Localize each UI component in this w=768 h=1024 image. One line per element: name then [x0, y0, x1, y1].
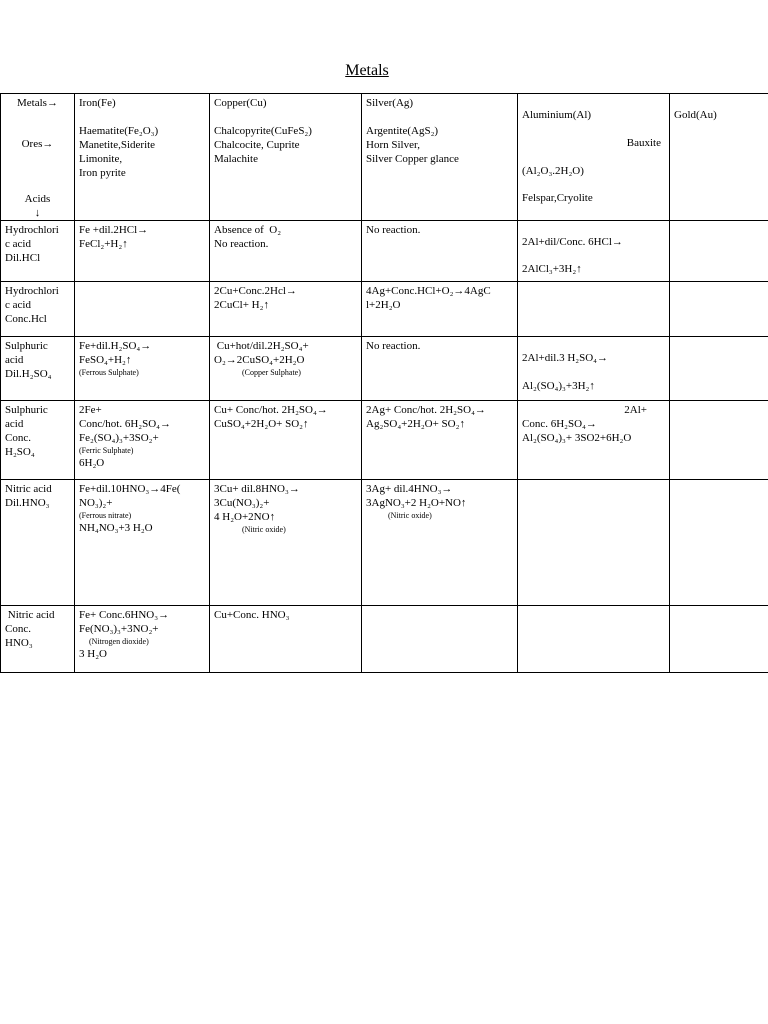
acid-label-cell — [1, 337, 75, 401]
reaction-line: NH₄NO₃+3 H₂O — [79, 522, 153, 534]
reaction-cell-copper — [210, 401, 362, 480]
acid-label: Dil.H₂SO₄ — [5, 368, 52, 380]
ore-name: Manetite,Siderite — [79, 139, 156, 151]
reaction-line: No reaction. — [366, 224, 421, 236]
reaction-cell-iron — [75, 480, 210, 606]
ore-name: Argentite(AgS₂) — [366, 125, 439, 137]
reaction-line: 3 H₂O — [79, 648, 107, 660]
product-note: (Ferrous nitrate) — [79, 511, 132, 520]
ore-name: Bauxite — [626, 137, 661, 149]
reaction-cell-copper — [210, 606, 362, 673]
acid-label: c acid — [5, 299, 31, 311]
ores-axis-label: Ores→ — [21, 138, 54, 150]
header-iron — [75, 94, 210, 221]
acid-label: Nitric acid — [5, 483, 52, 495]
reaction-cell-iron — [75, 282, 210, 337]
reaction-line: Absence of O₂ — [214, 224, 282, 236]
reaction-line: NO₃)₂+ — [79, 497, 113, 509]
header-silver — [362, 94, 518, 221]
reaction-line: 2CuCl+ H₂↑ — [214, 299, 269, 311]
reaction-line: Fe(NO₃)₃+3NO₂+ — [79, 623, 159, 635]
ore-name: Silver Copper glance — [366, 153, 459, 165]
acid-label: Dil.HCl — [5, 252, 41, 264]
table-row — [1, 606, 768, 673]
reaction-line: 6H₂O — [79, 457, 105, 469]
reaction-line: 3AgNO₃+2 H₂O+NO↑ — [366, 497, 467, 509]
reaction-line: Fe+ Conc.6HNO₃→ — [79, 609, 170, 621]
reaction-cell-gold — [670, 401, 768, 480]
reaction-cell-silver — [362, 221, 518, 282]
ore-name: Felspar,Cryolite — [522, 192, 593, 204]
acid-label-cell — [1, 606, 75, 673]
reaction-line: Cu+ Conc/hot. 2H₂SO₄→ — [214, 404, 328, 416]
ore-name: Chalcopyrite(CuFeS₂) — [214, 125, 312, 137]
metal-name: Silver(Ag) — [366, 97, 414, 109]
table-row — [1, 282, 768, 337]
reaction-cell-silver — [362, 337, 518, 401]
ore-name: Limonite, — [79, 153, 123, 165]
reaction-line: 2Al+dil.3 H₂SO₄→ — [522, 352, 608, 364]
acid-label-cell — [1, 221, 75, 282]
product-note: (Nitric oxide) — [242, 525, 286, 534]
reaction-cell-copper — [210, 337, 362, 401]
product-note: (Copper Sulphate) — [242, 368, 301, 377]
ore-name: Chalcocite, Cuprite — [214, 139, 300, 151]
acid-label: HNO₃ — [5, 637, 33, 649]
header-axis-cell — [1, 94, 75, 221]
acid-label-cell — [1, 282, 75, 337]
reaction-line: Conc. 6H₂SO₄→ — [522, 418, 597, 430]
reaction-line: 3Cu(NO₃)₂+ — [214, 497, 270, 509]
reaction-cell-aluminium — [518, 337, 670, 401]
reaction-line: Fe +dil.2HCl→ — [79, 224, 149, 236]
acid-label: Dil.HNO₃ — [5, 497, 50, 509]
reaction-line: Al₂(SO₄)₃+3H₂↑ — [522, 380, 595, 392]
reaction-line: 4 H₂O+2NO↑ — [214, 511, 276, 523]
ore-name: Haematite(Fe₂O₃) — [79, 125, 159, 137]
reaction-line: No reaction. — [214, 238, 269, 250]
reaction-line: 2AlCl₃+3H₂↑ — [522, 263, 582, 275]
acid-label: acid — [5, 354, 24, 366]
reaction-cell-iron — [75, 606, 210, 673]
reaction-cell-aluminium — [518, 221, 670, 282]
acid-label: acid — [5, 418, 24, 430]
reaction-cell-iron — [75, 401, 210, 480]
reaction-cell-gold — [670, 480, 768, 606]
reaction-line: Fe+dil.H₂SO₄→ — [79, 340, 152, 352]
acid-label: Conc. — [5, 432, 31, 444]
reaction-line: 2Al+dil/Conc. 6HCl→ — [522, 236, 623, 248]
reaction-cell-iron — [75, 337, 210, 401]
reaction-cell-iron — [75, 221, 210, 282]
reaction-line: Al₂(SO₄)₃+ 3SO2+6H₂O — [522, 432, 632, 444]
reaction-cell-aluminium — [518, 606, 670, 673]
reaction-line: 2Ag+ Conc/hot. 2H₂SO₄→ — [366, 404, 486, 416]
reaction-line: 2Cu+Conc.2Hcl→ — [214, 285, 297, 297]
reaction-line: Fe₂(SO₄)₃+3SO₂+ — [79, 432, 159, 444]
product-note: (Ferrous Sulphate) — [79, 368, 139, 377]
reaction-line: FeSO₄+H₂↑ — [79, 354, 132, 366]
ore-name: Iron pyrite — [79, 167, 126, 179]
reaction-cell-copper — [210, 282, 362, 337]
table-header-row — [1, 94, 768, 221]
reaction-cell-copper — [210, 221, 362, 282]
reaction-cell-aluminium — [518, 480, 670, 606]
reaction-cell-silver — [362, 606, 518, 673]
metal-name: Aluminium(Al) — [522, 109, 592, 121]
acid-label: Sulphuric — [5, 340, 48, 352]
reaction-cell-aluminium — [518, 401, 670, 480]
acid-label: H₂SO₄ — [5, 446, 35, 458]
reaction-cell-aluminium — [518, 282, 670, 337]
acid-label-cell — [1, 480, 75, 606]
acid-label: Nitric acid — [5, 609, 55, 621]
ore-name: Malachite — [214, 153, 258, 165]
header-copper — [210, 94, 362, 221]
table-row — [1, 401, 768, 480]
reaction-line: Cu+Conc. HNO₃ — [214, 609, 290, 621]
metal-name: Copper(Cu) — [214, 97, 267, 109]
reaction-line: CuSO₄+2H₂O+ SO₂↑ — [214, 418, 309, 430]
reaction-cell-silver — [362, 282, 518, 337]
table-row — [1, 221, 768, 282]
reaction-line: Cu+hot/dil.2H₂SO₄+ — [214, 340, 309, 352]
reaction-line: Ag₂SO₄+2H₂O+ SO₂↑ — [366, 418, 465, 430]
acid-label-cell — [1, 401, 75, 480]
product-note: (Nitric oxide) — [388, 511, 432, 520]
reaction-line: O₂→2CuSO₄+2H₂O — [214, 354, 305, 366]
metal-name: Iron(Fe) — [79, 97, 116, 109]
acids-axis-label: Acids — [24, 193, 51, 205]
reaction-cell-gold — [670, 337, 768, 401]
header-gold — [670, 94, 768, 221]
down-arrow-icon: ↓ — [34, 207, 41, 219]
reaction-line: No reaction. — [366, 340, 421, 352]
acid-label: Sulphuric — [5, 404, 48, 416]
acid-label: Conc.Hcl — [5, 313, 47, 325]
reaction-cell-copper — [210, 480, 362, 606]
reaction-line: 3Cu+ dil.8HNO₃→ — [214, 483, 300, 495]
table-row — [1, 480, 768, 606]
reaction-cell-gold — [670, 282, 768, 337]
acid-label: Hydrochlori — [5, 285, 59, 297]
metal-name: Gold(Au) — [674, 109, 717, 121]
reaction-cell-gold — [670, 606, 768, 673]
reaction-line: 3Ag+ dil.4HNO₃→ — [366, 483, 453, 495]
reaction-line: l+2H₂O — [366, 299, 401, 311]
ore-name: Horn Silver, — [366, 139, 420, 151]
acid-label: Hydrochlori — [5, 224, 59, 236]
reaction-line: FeCl₂+H₂↑ — [79, 238, 128, 250]
page-title: Metals — [345, 62, 389, 79]
reaction-line: 2Al+ — [624, 404, 647, 416]
product-note: (Ferric Sulphate) — [79, 446, 134, 455]
reaction-line: Fe+dil.10HNO₃→4Fe( — [79, 483, 181, 495]
acid-label: c acid — [5, 238, 31, 250]
reaction-cell-gold — [670, 221, 768, 282]
acid-label: Conc. — [5, 623, 31, 635]
reaction-line: Conc/hot. 6H₂SO₄→ — [79, 418, 172, 430]
table-row — [1, 337, 768, 401]
product-note: (Nitrogen dioxide) — [89, 637, 149, 646]
header-aluminium — [518, 94, 670, 221]
reaction-line: 4Ag+Conc.HCl+O₂→4AgC — [366, 285, 491, 297]
reaction-line: 2Fe+ — [79, 404, 102, 416]
metals-reaction-table — [0, 93, 768, 673]
ore-formula: (Al₂O₃.2H₂O) — [522, 165, 584, 177]
reaction-cell-silver — [362, 480, 518, 606]
metals-axis-label: Metals→ — [17, 97, 58, 109]
reaction-cell-silver — [362, 401, 518, 480]
